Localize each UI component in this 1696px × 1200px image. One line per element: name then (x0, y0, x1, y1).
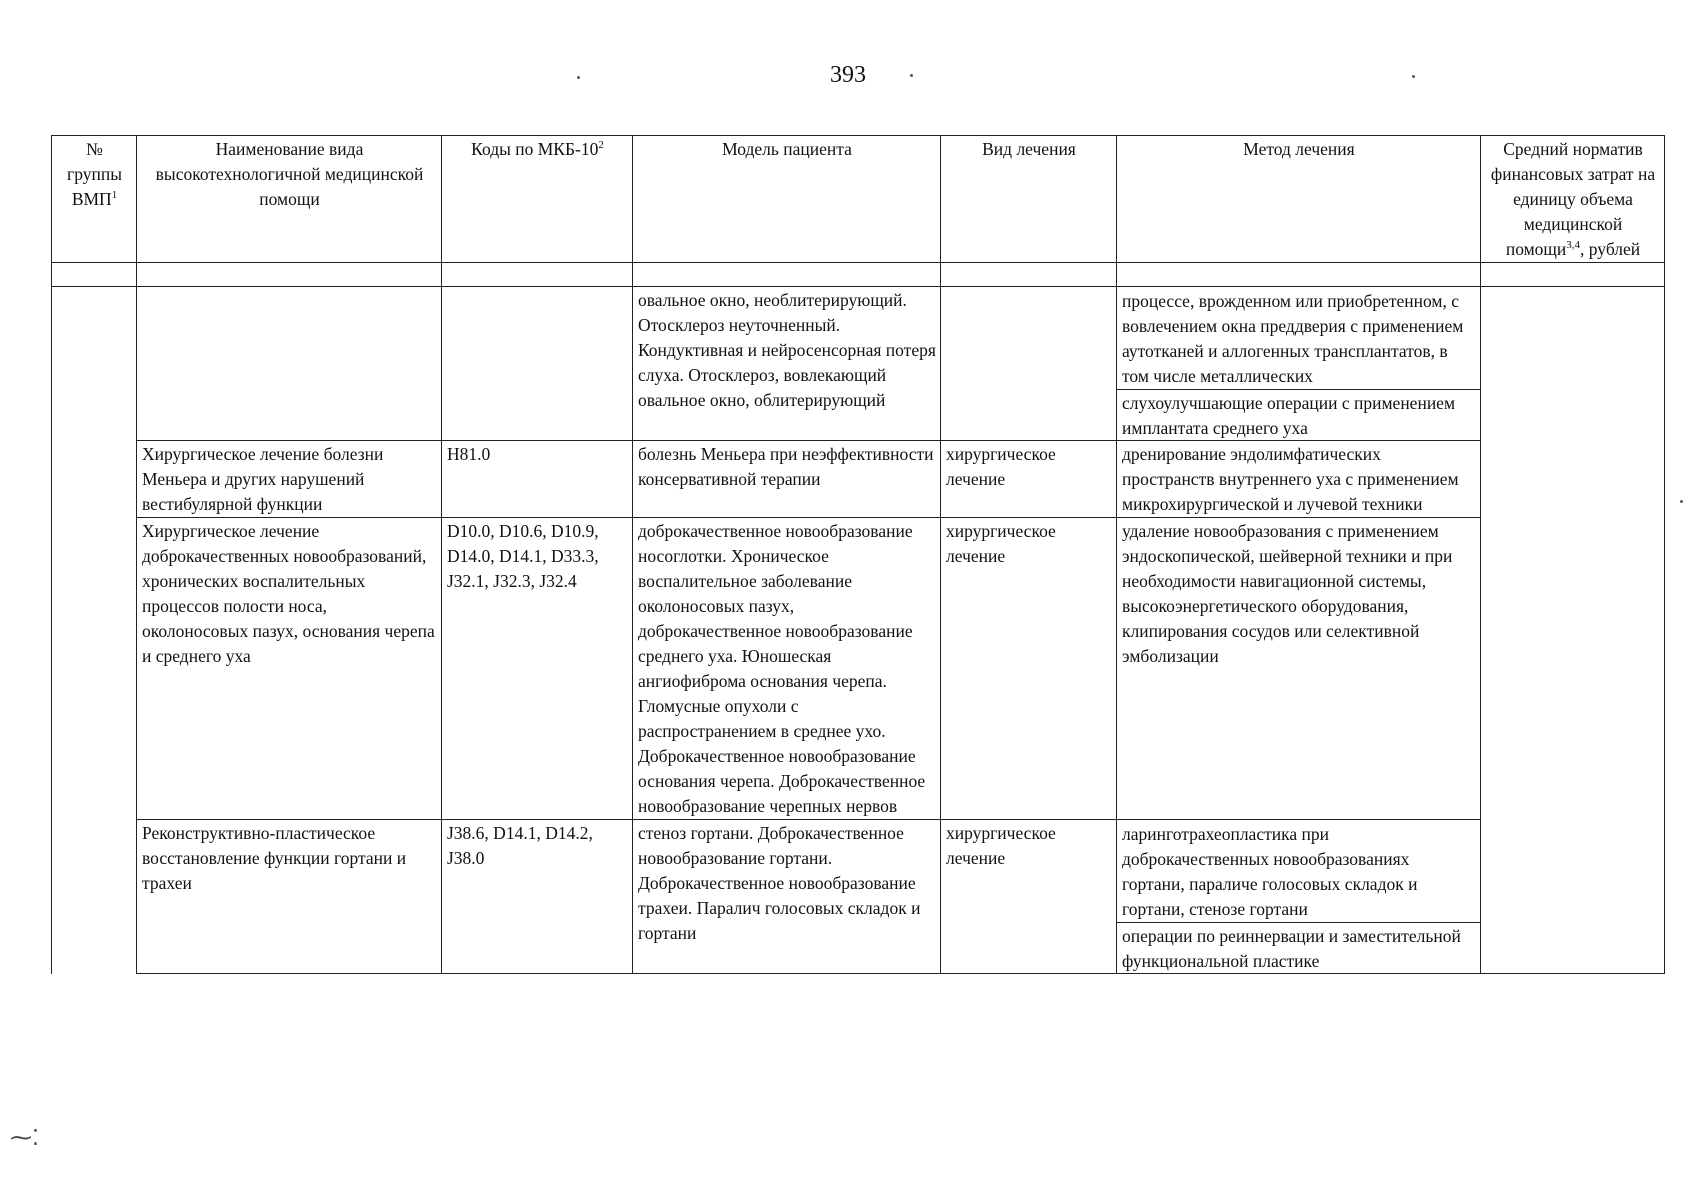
patient-model-cell: стеноз гортани. Доброкачественное новообразование гортани. Доброкачественное новообразование трахеи. Паралич голосовых складок и гортани (633, 820, 941, 974)
header-row (52, 136, 1665, 263)
scan-speck (577, 76, 580, 79)
patient-model-cell: болезнь Меньера при неэффективности консервативной терапии (633, 441, 941, 518)
method-item: ларинготрахеопластика при доброкачественных новообразованиях гортани, параличе голосовых складок и гортани, стенозе гортани (1122, 824, 1418, 919)
vmp-name-cell (137, 287, 442, 441)
icd-codes-cell: D10.0, D10.6, D10.9, D14.0, D14.1, D33.3, J32.1, J32.3, J32.4 (442, 518, 633, 820)
vmp-table (51, 135, 1665, 974)
group-number-cell (52, 287, 137, 974)
treatment-method-cell: дренирование эндолимфатических пространств внутреннего уха с применением микрохирургической и лучевой техники (1117, 441, 1481, 518)
header-treatment-method: Метод лечения (1117, 136, 1481, 263)
header-group-number: № группы ВМП$^1$ (52, 136, 137, 263)
scan-artifact-icon: ⁓⁚ (10, 1125, 39, 1150)
treatment-type-cell (941, 287, 1117, 441)
method-item: процессе, врожденном или приобретенном, с вовлечением окна преддверия с применением аутотканей и аллогенных трансплантатов, в том числе металлических (1122, 291, 1464, 386)
header-vmp-name: Наименование вида высокотехнологичной медицинской помощи (137, 136, 442, 263)
header-treatment-type: Вид лечения (941, 136, 1117, 263)
header-patient-model: Модель пациента (633, 136, 941, 263)
icd-codes-cell (442, 287, 633, 441)
treatment-method-cell (1117, 820, 1481, 974)
table-row (52, 518, 1665, 820)
scan-speck (910, 74, 913, 77)
header-icd-codes: Коды по МКБ-$10^2$ (442, 136, 633, 263)
treatment-type-cell: хирургическое лечение (941, 820, 1117, 974)
vmp-name-cell: Реконструктивно-пластическое восстановление функции гортани и трахеи (137, 820, 442, 974)
patient-model-cell: овальное окно, необлитерирующий. Отосклероз неуточненный. Кондуктивная и нейросенсорная потеря слуха. Отосклероз, вовлекающий овальное окно, облитерирующий (633, 287, 941, 441)
treatment-type-cell: хирургическое лечение (941, 441, 1117, 518)
treatment-method-cell (1117, 287, 1481, 441)
icd-codes-cell: J38.6, D14.1, D14.2, J38.0 (442, 820, 633, 974)
scan-speck (1412, 75, 1415, 78)
cost-standard-cell (1481, 287, 1665, 974)
table-row (52, 820, 1665, 974)
vmp-name-cell: Хирургическое лечение доброкачественных новообразований, хронических воспалительных процессов полости носа, околоносовых пазух, основания черепа и среднего уха (137, 518, 442, 820)
icd-codes-cell: H81.0 (442, 441, 633, 518)
page-number: 393 (830, 62, 866, 88)
table-row (52, 441, 1665, 518)
method-item: операции по реиннервации и заместительной функциональной пластике (1117, 922, 1480, 974)
header-spacer-row (52, 263, 1665, 287)
scan-speck (1680, 500, 1683, 503)
treatment-type-cell: хирургическое лечение (941, 518, 1117, 820)
treatment-method-cell: удаление новообразования с применением эндоскопической, шейверной техники и при необходимости навигационной системы, высокоэнергетического оборудования, клипирования сосудов или селективной эмболизации (1117, 518, 1481, 820)
vmp-name-cell: Хирургическое лечение болезни Меньера и других нарушений вестибулярной функции (137, 441, 442, 518)
patient-model-cell: доброкачественное новообразование носоглотки. Хроническое воспалительное заболевание околоносовых пазух, доброкачественное новообразование среднего уха. Юношеская ангиофиброма основания черепа. Гломусные опухоли с распространением в среднее ухо. Доброкачественное новообразование основания черепа. Доброкачественное новообразование черепных нервов (633, 518, 941, 820)
header-cost-standard: Средний норматив финансовых затрат на единицу объема медицинской помощи$^{3,4}$, рублей (1481, 136, 1665, 263)
table-row (52, 287, 1665, 441)
method-item: слухоулучшающие операции с применением имплантата среднего уха (1117, 389, 1480, 441)
